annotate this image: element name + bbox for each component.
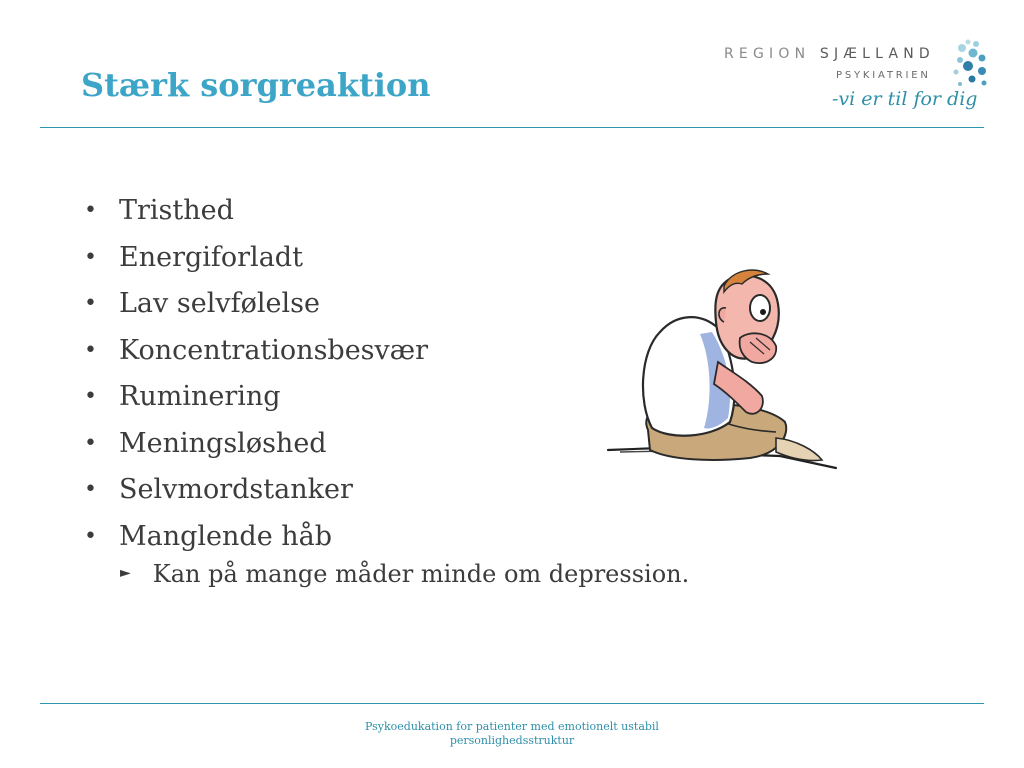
bullet-dot-icon: • <box>84 337 97 363</box>
bullet-dot-icon: • <box>84 291 97 316</box>
bullet-dot-icon: • <box>84 244 97 270</box>
list-item <box>84 235 428 282</box>
logo-region-dark: SJÆLLAND <box>819 46 935 62</box>
list-item <box>84 421 428 468</box>
list-item-label: Energiforladt <box>119 241 303 273</box>
logo-tagline: -vi er til for dig <box>832 88 978 110</box>
list-item <box>84 374 428 421</box>
sad-person-illustration <box>600 262 840 474</box>
sub-bullet-label: Kan på mange måder minde om depression. <box>152 560 690 588</box>
list-item <box>84 514 428 561</box>
bullet-dot-icon: • <box>84 477 97 502</box>
bullet-dot-icon: • <box>84 523 97 549</box>
triangle-bullet-icon: ► <box>120 564 131 581</box>
logo-region-text <box>724 46 935 62</box>
list-item <box>84 281 428 328</box>
dot-cluster-icon <box>946 38 990 94</box>
header-rule <box>40 127 984 128</box>
bullet-dot-icon: • <box>84 198 97 223</box>
bullet-dot-icon: • <box>84 384 97 409</box>
sub-bullet <box>120 560 689 588</box>
footer-text <box>312 720 712 748</box>
footer-line-2: personlighedsstruktur <box>449 734 575 747</box>
list-item-label: Manglende håb <box>119 520 333 552</box>
list-item <box>84 467 428 514</box>
logo-region-light: REGION <box>724 46 820 62</box>
list-item-label: Tristhed <box>119 195 234 226</box>
bullet-dot-icon: • <box>84 430 97 456</box>
list-item-label: Koncentrationsbesvær <box>119 334 429 366</box>
list-item <box>84 328 428 375</box>
bullet-list <box>84 188 428 560</box>
slide-title: Stærk sorgreaktion <box>81 66 431 104</box>
list-item-label: Ruminering <box>119 381 281 412</box>
footer-line-1: Psykoedukation for patienter med emotionelt ustabil <box>365 720 659 733</box>
footer-rule <box>40 703 984 704</box>
logo-subtitle: PSYKIATRIEN <box>836 70 931 81</box>
list-item-label: Meningsløshed <box>119 427 327 459</box>
list-item-label: Selvmordstanker <box>119 474 353 505</box>
list-item <box>84 188 428 235</box>
region-sjaelland-logo <box>720 38 990 128</box>
list-item-label: Lav selvfølelse <box>119 288 320 319</box>
